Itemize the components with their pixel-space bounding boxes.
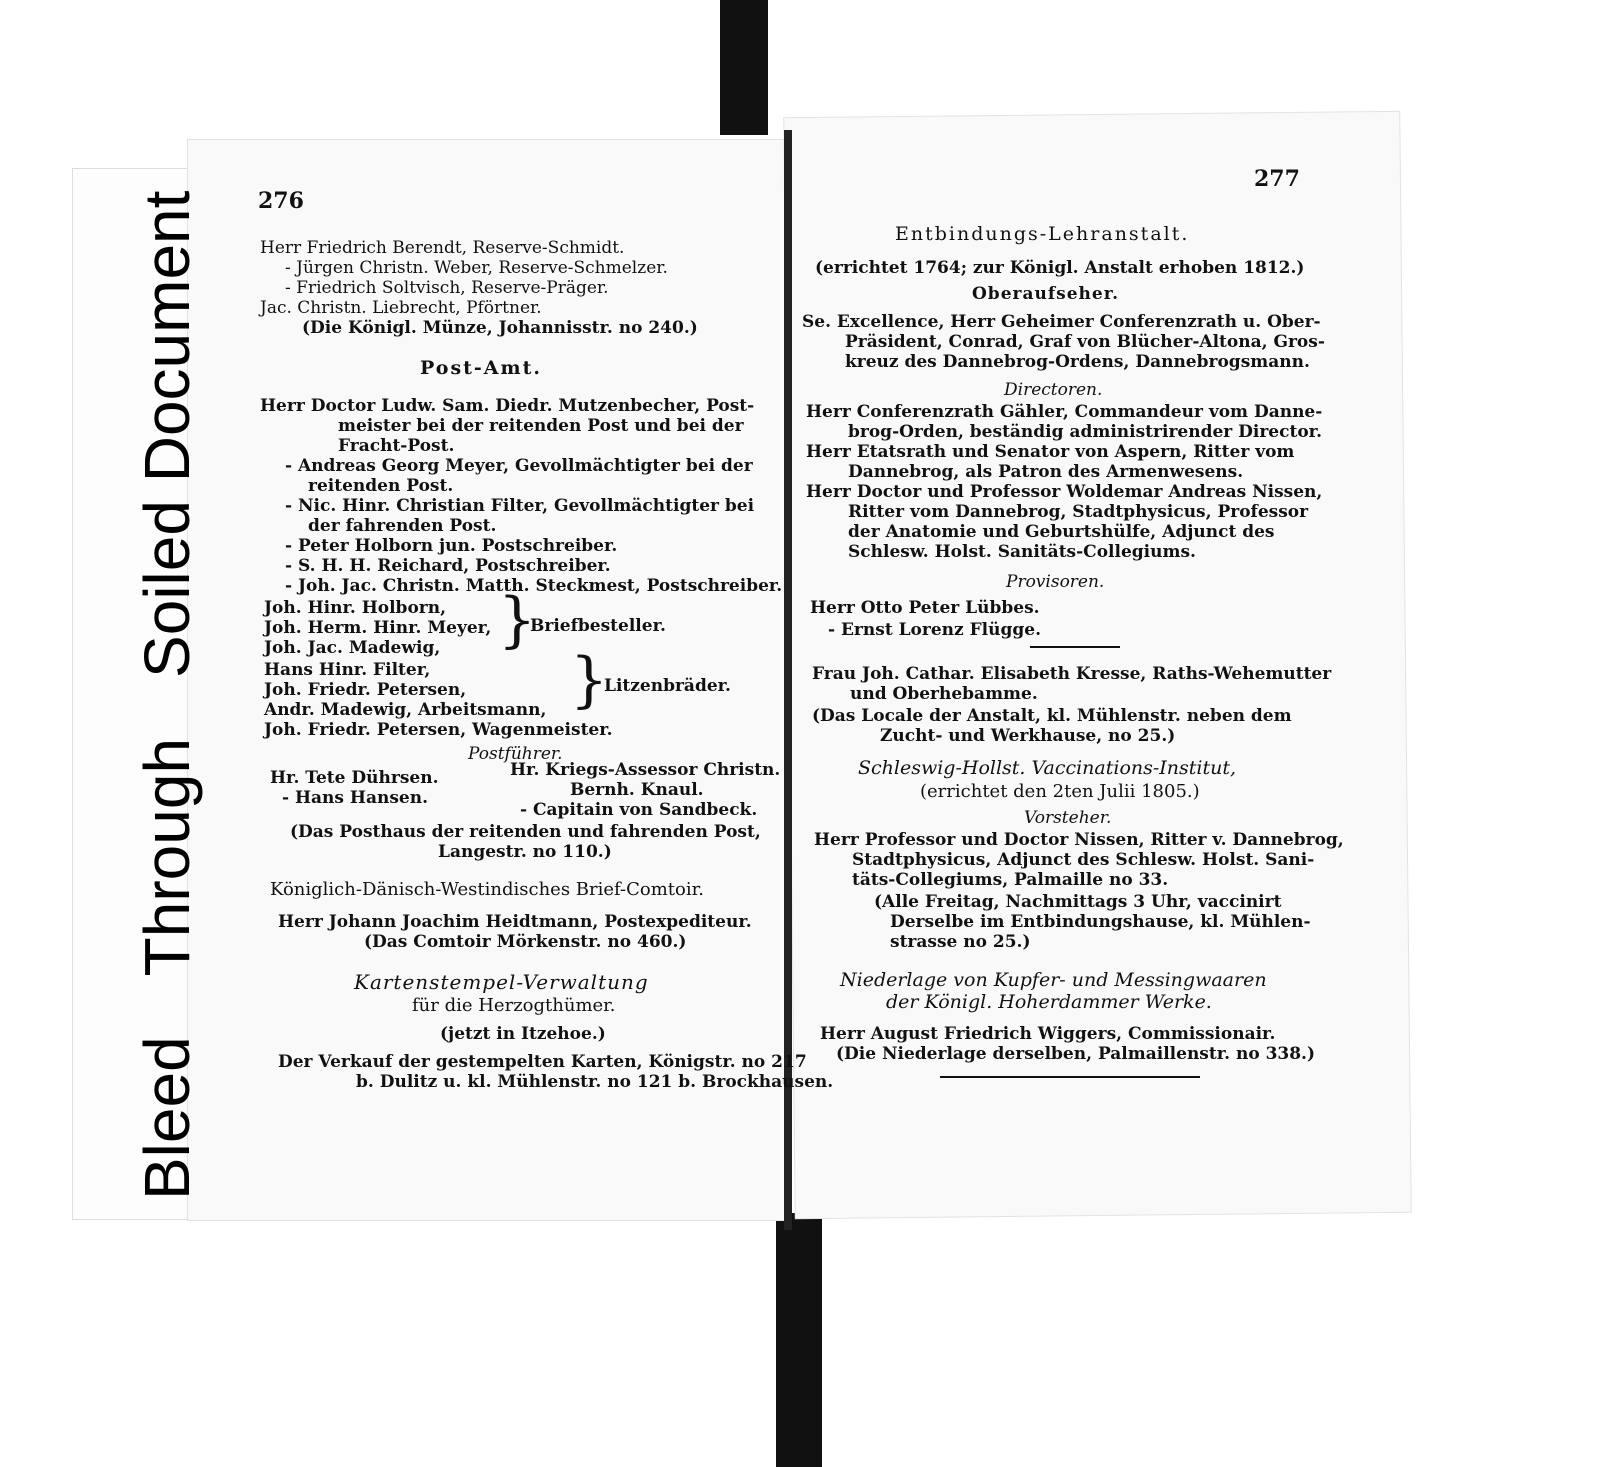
text-line: strasse no 25.) [890, 932, 1031, 952]
text-line: - Jürgen Christn. Weber, Reserve-Schmelzer. [285, 258, 668, 278]
bleed-through-stamp [130, 191, 204, 1200]
text-line: Andr. Madewig, Arbeitsmann, [264, 700, 547, 720]
text-line: meister bei der reitenden Post und bei der [338, 416, 744, 436]
section-heading: Niederlage von Kupfer- und Messingwaaren [840, 969, 1267, 991]
text-line: Herr Etatsrath und Senator von Aspern, Ritter vom [806, 442, 1295, 462]
subheading: Postführer. [468, 744, 563, 764]
brace: } [570, 645, 609, 715]
bottom-binding-clip [776, 1213, 822, 1467]
text-line: (Das Posthaus der reitenden und fahrenden Post, [290, 822, 761, 842]
text-line: Derselbe im Entbindungshause, kl. Mühlen- [890, 912, 1311, 932]
text-line: Joh. Hinr. Holborn, [264, 598, 447, 618]
text-line: Se. Excellence, Herr Geheimer Conferenzrath u. Ober- [802, 312, 1321, 332]
text-line: (jetzt in Itzehoe.) [440, 1024, 606, 1044]
text-line: kreuz des Dannebrog-Ordens, Dannebrogsmann. [845, 352, 1310, 372]
text-line: - Andreas Georg Meyer, Gevollmächtigter bei der [285, 456, 753, 476]
text-line: Herr Professor und Doctor Nissen, Ritter v. Dannebrog, [814, 830, 1344, 850]
text-line: brog-Orden, beständig administrirender Director. [848, 422, 1322, 442]
text-line: Herr Doctor Ludw. Sam. Diedr. Mutzenbecher, Post- [260, 396, 755, 416]
brace: } [498, 585, 537, 655]
section-heading: Schleswig-Hollst. Vaccinations-Institut, [858, 757, 1237, 779]
text-line: Schlesw. Holst. Sanitäts-Collegiums. [848, 542, 1196, 562]
end-rule [940, 1076, 1200, 1078]
stamp-word-bleed: Bleed [131, 1036, 203, 1200]
text-line: - Hans Hansen. [282, 788, 429, 808]
text-line: b. Dulitz u. kl. Mühlenstr. no 121 b. Brockhausen. [356, 1072, 834, 1092]
group-label: Litzenbräder. [604, 676, 731, 696]
text-line: Herr Johann Joachim Heidtmann, Postexpediteur. [278, 912, 752, 932]
text-line: Der Verkauf der gestempelten Karten, Königstr. no 217 [278, 1052, 807, 1072]
right-page-number: 277 [1254, 166, 1300, 192]
text-line: reitenden Post. [308, 476, 454, 496]
text-line: Fracht-Post. [338, 436, 455, 456]
left-page-number: 276 [258, 188, 304, 214]
text-line: (errichtet den 2ten Julii 1805.) [920, 781, 1200, 802]
text-line: täts-Collegiums, Palmaille no 33. [852, 870, 1169, 890]
text-line: Herr Otto Peter Lübbes. [810, 598, 1040, 618]
text-line: Zucht- und Werkhause, no 25.) [880, 726, 1176, 746]
divider-rule [1030, 646, 1120, 648]
stamp-word-through: Through [131, 737, 203, 977]
text-line: für die Herzogthümer. [412, 995, 616, 1016]
text-line: (Die Königl. Münze, Johannisstr. no 240.) [302, 318, 698, 338]
text-line: der fahrenden Post. [308, 516, 497, 536]
text-line: Frau Joh. Cathar. Elisabeth Kresse, Raths-Wehemutter [812, 664, 1332, 684]
text-line: Präsident, Conrad, Graf von Blücher-Altona, Gros- [845, 332, 1325, 352]
subheading: Provisoren. [1006, 572, 1105, 592]
subheading: Oberaufseher. [972, 284, 1120, 304]
text-line: Hr. Kriegs-Assessor Christn. [510, 760, 781, 780]
text-line: (Das Locale der Anstalt, kl. Mühlenstr. neben dem [812, 706, 1292, 726]
subheading: Directoren. [1004, 380, 1103, 400]
text-line: - Ernst Lorenz Flügge. [828, 620, 1041, 640]
text-line: Hans Hinr. Filter, [264, 660, 431, 680]
text-line: - S. H. H. Reichard, Postschreiber. [285, 556, 611, 576]
text-line: (Das Comtoir Mörkenstr. no 460.) [364, 932, 687, 952]
text-line: Joh. Friedr. Petersen, Wagenmeister. [264, 720, 613, 740]
section-heading: Post-Amt. [420, 357, 543, 379]
text-line: Joh. Jac. Madewig, [264, 638, 441, 658]
text-line: - Joh. Jac. Christn. Matth. Steckmest, Postschreiber. [285, 576, 783, 596]
section-heading: der Königl. Hoherdammer Werke. [886, 991, 1212, 1013]
text-line: Stadtphysicus, Adjunct des Schlesw. Holst. Sani- [852, 850, 1315, 870]
text-line: Herr August Friedrich Wiggers, Commissionair. [820, 1024, 1276, 1044]
text-line: Herr Doctor und Professor Woldemar Andreas Nissen, [806, 482, 1323, 502]
section-heading: Königlich-Dänisch-Westindisches Brief-Comtoir. [270, 879, 704, 900]
text-line: der Anatomie und Geburtshülfe, Adjunct des [848, 522, 1275, 542]
text-line: Joh. Herm. Hinr. Meyer, [264, 618, 492, 638]
section-heading: Kartenstempel-Verwaltung [354, 970, 649, 994]
text-line: Joh. Friedr. Petersen, [264, 680, 467, 700]
text-line: Dannebrog, als Patron des Armenwesens. [848, 462, 1244, 482]
text-line: (Alle Freitag, Nachmittags 3 Uhr, vaccinirt [874, 892, 1282, 912]
text-line: - Peter Holborn jun. Postschreiber. [285, 536, 618, 556]
top-binding-clip [720, 0, 768, 135]
text-line: Jac. Christn. Liebrecht, Pförtner. [260, 298, 542, 318]
text-line: Herr Friedrich Berendt, Reserve-Schmidt. [260, 238, 625, 258]
text-line: - Capitain von Sandbeck. [520, 800, 758, 820]
text-line: und Oberhebamme. [850, 684, 1038, 704]
section-heading: Entbindungs-Lehranstalt. [895, 223, 1190, 245]
text-line: Bernh. Knaul. [570, 780, 704, 800]
text-line: Ritter vom Dannebrog, Stadtphysicus, Professor [848, 502, 1309, 522]
text-line: Hr. Tete Dührsen. [270, 768, 439, 788]
text-line: Herr Conferenzrath Gähler, Commandeur vom Danne- [806, 402, 1323, 422]
text-line: (Die Niederlage derselben, Palmaillenstr. no 338.) [836, 1044, 1316, 1064]
text-line: Langestr. no 110.) [438, 842, 612, 862]
text-line: - Nic. Hinr. Christian Filter, Gevollmächtigter bei [285, 496, 755, 516]
stamp-word-soiled-document: Soiled Document [131, 190, 203, 678]
subheading: Vorsteher. [1024, 808, 1112, 828]
text-line: (errichtet 1764; zur Königl. Anstalt erhoben 1812.) [815, 258, 1305, 278]
text-line: - Friedrich Soltvisch, Reserve-Präger. [285, 278, 609, 298]
group-label: Briefbesteller. [530, 616, 666, 636]
